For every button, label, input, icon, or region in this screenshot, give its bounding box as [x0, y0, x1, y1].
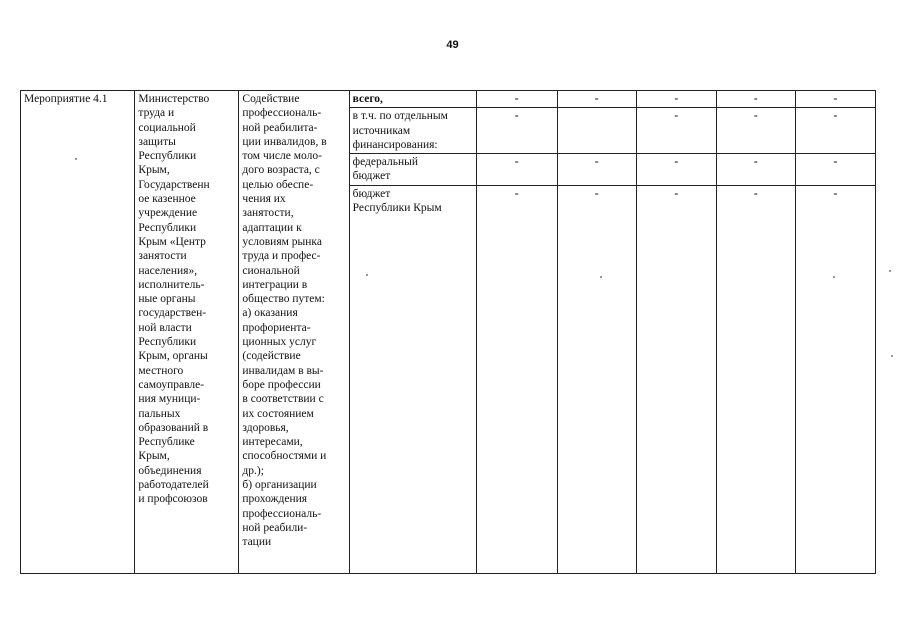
value-cell: -	[716, 154, 795, 186]
scan-speck	[891, 355, 893, 357]
value-cell: -	[795, 185, 875, 573]
value-cell: -	[795, 154, 875, 186]
content-cell	[239, 91, 349, 574]
scan-speck	[600, 276, 602, 278]
value-cell: -	[557, 154, 636, 186]
value-cell: -	[557, 185, 636, 573]
value-cell: -	[795, 108, 875, 154]
funding-source-cell: федеральный бюджет	[349, 154, 476, 186]
scan-speck	[366, 274, 368, 276]
value-cell: -	[636, 154, 716, 186]
funding-source-cell: в т.ч. по отдельным источникам финансирования:	[349, 108, 476, 154]
page-number: 49	[446, 39, 459, 51]
value-cell: -	[636, 185, 716, 573]
event-name-cell	[21, 91, 135, 574]
scan-speck	[75, 158, 77, 160]
executors-cell	[135, 91, 239, 574]
funding-source-cell: бюджет Республики Крым	[349, 185, 476, 573]
value-cell: -	[795, 91, 875, 108]
value-cell: -	[716, 108, 795, 154]
value-cell: -	[476, 154, 557, 186]
executors-text: Министерство труда и социальной защиты Республики Крым, Государственн ое казенное учреждение Республики Крым «Центр занятости населения», исполнитель- ные органы государствен- ной власти Республики Крым, органы местного самоуправле- ния муници- пальных образований в Республике Крым, объединения работодателей и профсоюзов	[138, 93, 210, 506]
scan-speck	[889, 270, 891, 272]
value-cell: -	[716, 185, 795, 573]
content-text: Содействие профессиональ- ной реабилита- ции инвалидов, в том числе моло- дого возраста, с целью обеспе- чения их занятости, адаптации к условиям рынка труда и профес- сиональной интеграции в общество путем: а) оказания профориента- ционных услуг (содействие инвалидам в вы- боре профессии в соответствии с их состоянием здоровья, интересами, способностями и др.); б) организации прохождения профессиональ- ной реабили- тации	[242, 93, 327, 549]
scan-speck	[833, 276, 835, 278]
event-name: Мероприятие 4.1	[24, 93, 108, 105]
funding-source-cell: всего,	[349, 91, 476, 108]
value-cell: -	[636, 108, 716, 154]
value-cell: -	[476, 108, 557, 154]
value-cell: -	[636, 91, 716, 108]
value-cell: -	[476, 91, 557, 108]
value-cell: -	[557, 91, 636, 108]
value-cell: -	[476, 185, 557, 573]
funding-table	[20, 90, 876, 574]
value-cell	[557, 108, 636, 154]
table-row	[21, 91, 876, 108]
value-cell: -	[716, 91, 795, 108]
